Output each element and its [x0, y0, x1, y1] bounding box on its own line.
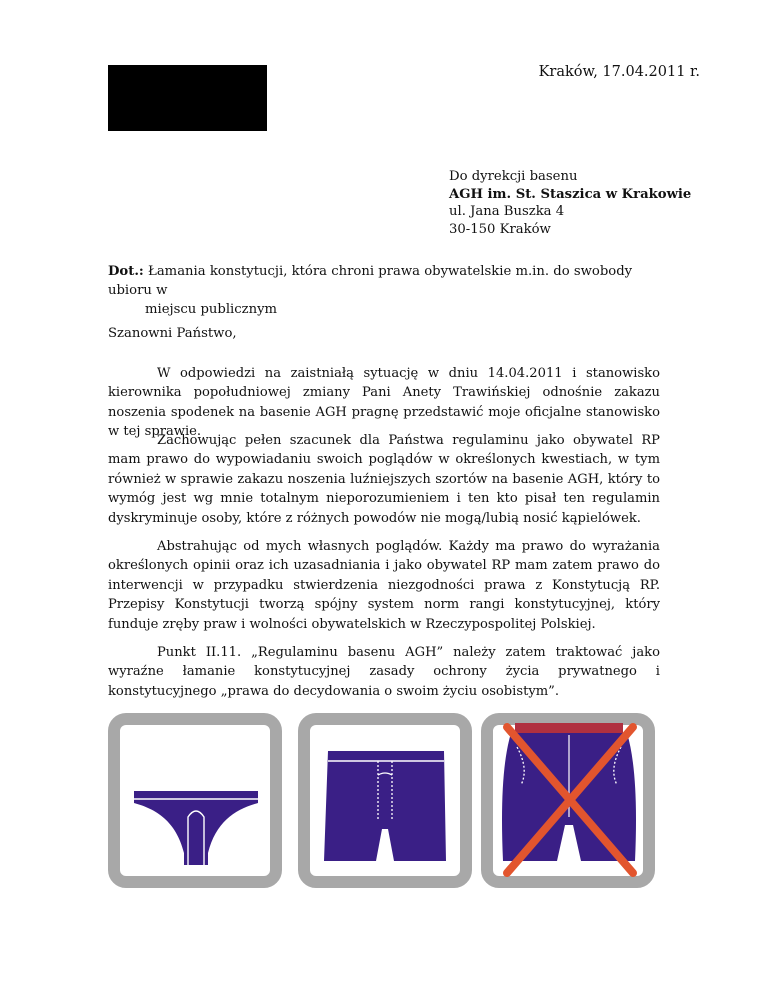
swim-briefs-icon [108, 713, 282, 888]
swimwear-pictograms [108, 713, 668, 888]
recipient-line-2: AGH im. St. Staszica w Krakowie [449, 186, 692, 202]
body-paragraph-2: Zachowując pełen szacunek dla Państwa regulaminu jako obywatel RP mam prawo do wypowiadaniu swoich poglądów w określonych kwestiach, w tym również w sprawie zakazu noszenia luźniejszych szortów na basenie AGH, który to wymóg jest wg mnie totalnym nieporozumieniem i ten kto pisał ten regulamin dyskryminuje osoby, które z różnych powodów nie mogą/lubią nosić kąpielówek. [108, 433, 660, 526]
recipient-line-4: 30-150 Kraków [449, 221, 551, 237]
swim-trunks-icon [298, 713, 472, 888]
subject-line [108, 262, 668, 319]
subject-label: Dot.: [108, 264, 144, 279]
body-paragraph-1: W odpowiedzi na zaistniałą sytuację w dniu 14.04.2011 i stanowisko kierownika popołudniowej zmiany Pani Anety Trawińskiej odnośnie zakazu noszenia spodenek na basenie AGH pragnę przedstawić moje oficjalne stanowisko w tej sprawie. [108, 366, 660, 440]
recipient-line-1: Do dyrekcji basenu [449, 169, 578, 184]
subject-text-2: miejscu publicznym [145, 302, 278, 317]
salutation: Szanowni Państwo, [108, 326, 237, 341]
subject-text-1: Łamania konstytucji, która chroni prawa obywatelskie m.in. do swobody ubioru w [108, 264, 633, 298]
recipient-line-3: ul. Jana Buszka 4 [449, 204, 565, 219]
loose-shorts-prohibited-icon [481, 713, 655, 888]
redacted-sender-block [108, 65, 267, 131]
body-paragraph-4: Punkt II.11. „Regulaminu basenu AGH” należy zatem traktować jako wyraźne łamanie konstytucyjnej zasady ochrony życia prywatnego i konstytucyjnego „prawa do decydowania o swoim życiu osobistym”. [108, 645, 660, 699]
recipient-address [449, 168, 691, 238]
letter-date: Kraków, 17.04.2011 r. [538, 64, 700, 80]
body-paragraph-3: Abstrahując od mych własnych poglądów. Każdy ma prawo do wyrażania określonych opinii oraz ich uzasadniania i jako obywatel RP mam zatem prawo do interwencji w przypadku stwierdzenia niezgodności prawa z Konstytucją RP. Przepisy Konstytucji tworzą spójny system norm rangi konstytucyjnej, który funduje zręby praw i wolności obywatelskich w Rzeczypospolitej Polskiej. [108, 539, 660, 632]
